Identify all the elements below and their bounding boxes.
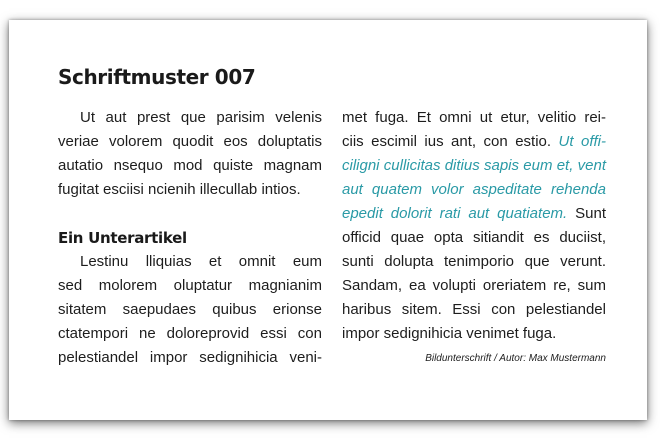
paragraph-line: Lestinu lliquias et omnit eum: [80, 253, 322, 270]
document-page: [9, 20, 647, 420]
right-column: [342, 106, 606, 346]
paragraph-line: [342, 130, 606, 154]
paragraph-line: veriae volorem quodit eos doluptatis: [58, 133, 322, 150]
paragraph-line: sunti dolupta tenimporio que verunt.: [342, 253, 606, 270]
paragraph-line: impor sedignihicia venimet fuga.: [342, 325, 557, 342]
body-text: ciis escimil ius ant, con estio.: [342, 133, 552, 150]
accent-text: epedit dolorit rati aut quatiatem.: [342, 205, 568, 222]
subheading: Ein Unterartikel: [58, 229, 187, 247]
image-caption: Bildunterschrift / Autor: Max Mustermann: [425, 353, 606, 364]
body-text: Sunt: [575, 205, 606, 222]
paragraph-line: sed molorem oluptatur magnianim: [58, 277, 322, 294]
accent-text: Ut offi-: [558, 133, 606, 150]
paragraph-line: Sandam, ea volupti oreriatem re, sum: [342, 277, 606, 294]
page-title: Schriftmuster 007: [58, 65, 256, 89]
accent-text: aut quatem volor aspeditate rehenda: [342, 181, 606, 198]
paragraph-line: pelestiandel impor sedignihicia veni-: [58, 349, 322, 366]
left-column: [58, 106, 322, 370]
accent-text: ciligni cullicitas ditius sapis eum et, vent: [342, 157, 606, 174]
paragraph-line: haribus sitem. Essi con pelestiandel: [342, 301, 606, 318]
paragraph-line: fugitat esciisi ncienih illecullab intios.: [58, 181, 301, 198]
paragraph-line: officid quae opta sitiandit es duciist,: [342, 229, 606, 246]
paragraph-line: [342, 202, 606, 226]
paragraph-gap: [58, 202, 322, 226]
paragraph-line: ctatempori ne doloreprovid essi con: [58, 325, 322, 342]
paragraph-line: autatio nsequo mod quiste magnam: [58, 157, 322, 174]
paragraph-line: met fuga. Et omni ut etur, velitio rei-: [342, 109, 606, 126]
paragraph-line: Ut aut prest que parisim velenis: [80, 109, 322, 126]
paragraph-line: sitatem saepudaes quibus erionse: [58, 301, 322, 318]
